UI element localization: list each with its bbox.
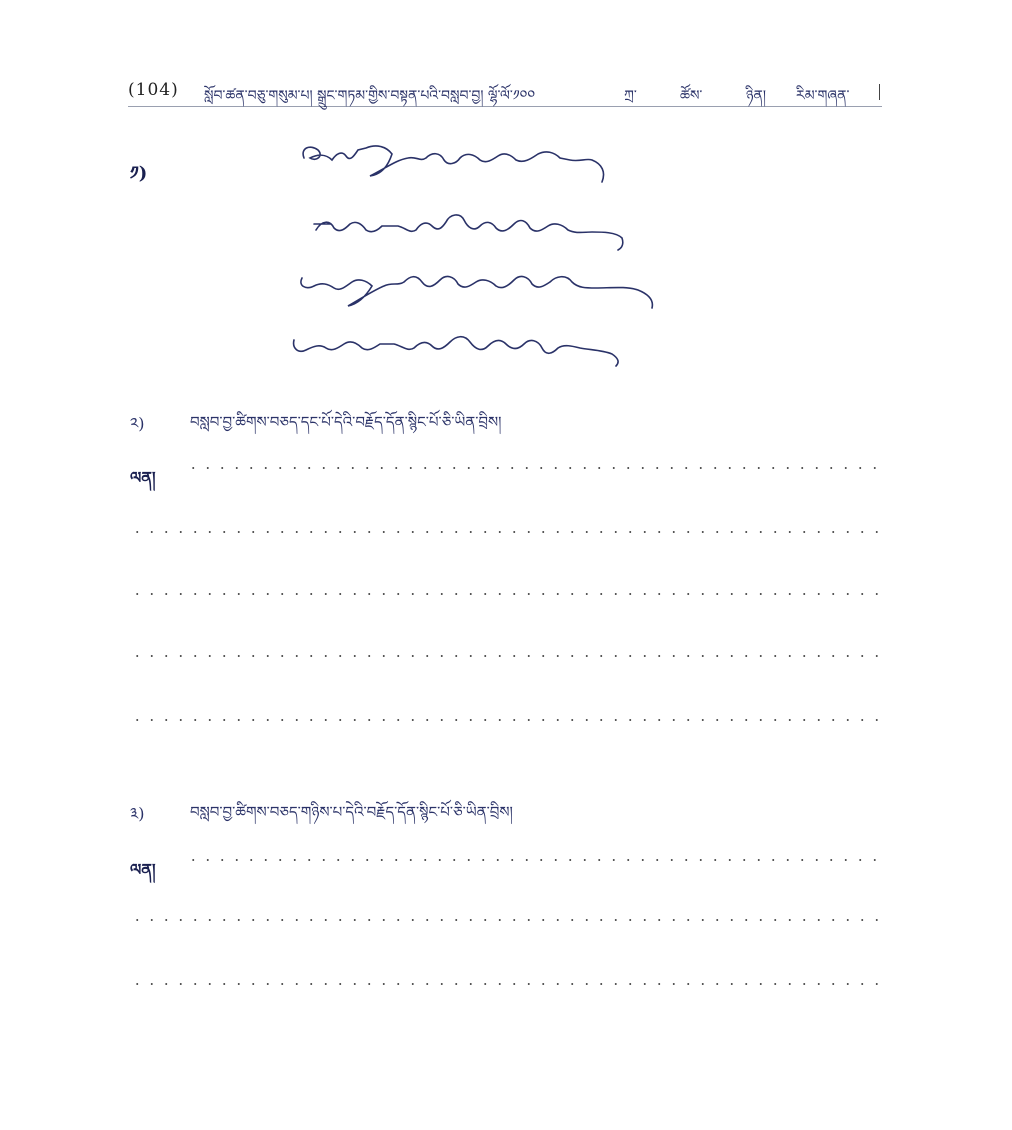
handwritten-line-4 bbox=[290, 324, 630, 372]
answer-3-line-3[interactable] bbox=[130, 983, 878, 985]
header-field-grade: ཚོས་ bbox=[680, 88, 703, 104]
answer-3-line-2[interactable] bbox=[130, 919, 878, 921]
question-2-number: ༢) bbox=[130, 414, 145, 433]
header-field-class: ཀྲ་ bbox=[624, 88, 637, 104]
header-divider bbox=[879, 84, 880, 100]
question-2-answer-label: ལན། bbox=[130, 468, 156, 487]
handwritten-line-2 bbox=[310, 206, 630, 256]
page-number: (104) bbox=[128, 80, 179, 100]
question-3-answer-label: ལན། bbox=[130, 860, 156, 879]
answer-3-line-1[interactable] bbox=[186, 859, 878, 861]
question-3-number: ༣) bbox=[130, 804, 145, 823]
header-title: སློབ་ཚན་བཅུ་གསུམ་པ། སྒྲུང་གཏམ་གྱིས་བསྟན་པའི་བསླབ་བྱ། ལྷོ་ལོ་༡༠༠ bbox=[204, 88, 536, 104]
answer-2-line-5[interactable] bbox=[130, 719, 878, 721]
answer-2-line-3[interactable] bbox=[130, 593, 878, 595]
exercise-1-number: ༡) bbox=[130, 163, 148, 184]
header-field-date: ཉིན། bbox=[746, 88, 766, 104]
handwritten-line-3 bbox=[296, 262, 666, 314]
answer-2-line-1[interactable] bbox=[186, 467, 878, 469]
question-3-text: བསླབ་བྱ་ཚིགས་བཅད་གཉིས་པ་དེའི་བརྗོད་དོན་སྙིང་པོ་ཅི་ཡིན་བྲིས། bbox=[190, 803, 513, 821]
answer-2-line-4[interactable] bbox=[130, 655, 878, 657]
header-field-name: རིམ་གཞན་ bbox=[796, 88, 850, 104]
page-header bbox=[128, 76, 882, 107]
handwritten-line-1 bbox=[296, 136, 616, 188]
answer-2-line-2[interactable] bbox=[130, 531, 878, 533]
question-2-text: བསླབ་བྱ་ཚིགས་བཅད་དང་པོ་དེའི་བརྗོད་དོན་སྙིང་པོ་ཅི་ཡིན་བྲིས། bbox=[190, 413, 502, 431]
